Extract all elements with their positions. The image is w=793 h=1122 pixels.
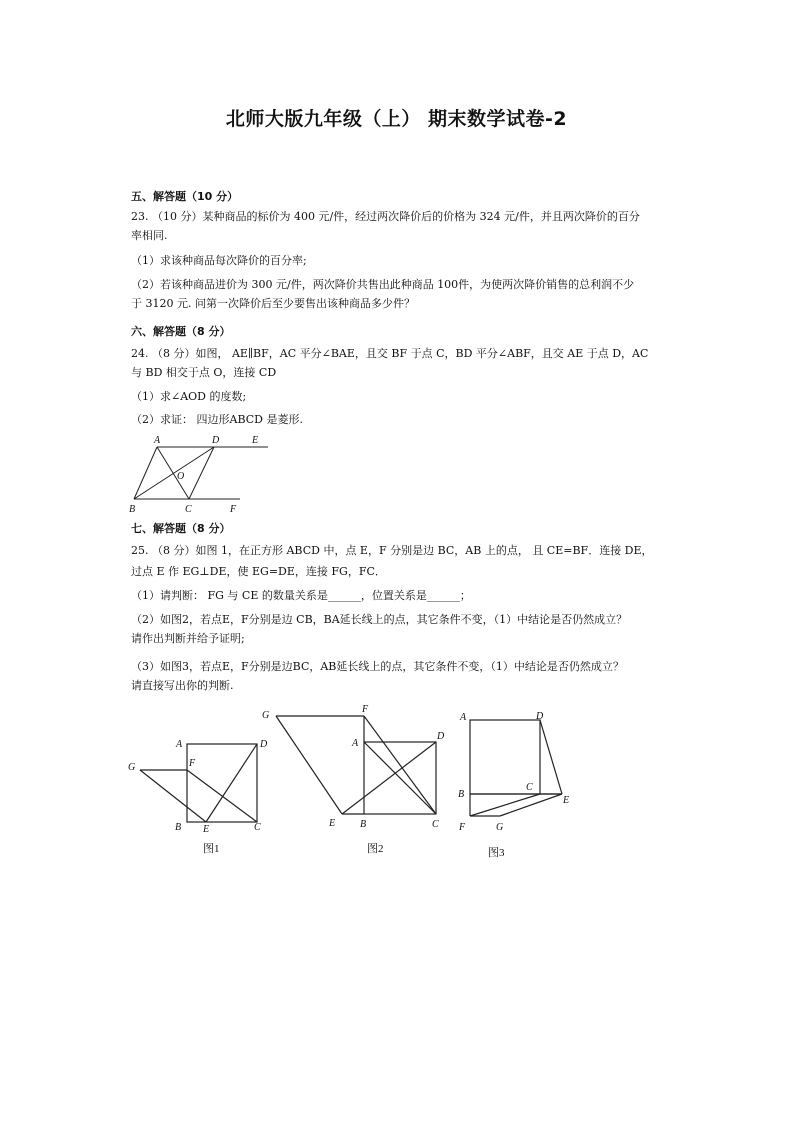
fig2-label-B: B	[360, 819, 367, 830]
fig1-label-B: B	[175, 822, 182, 833]
q25-part-3-line-1: （3）如图3，若点E，F分别是边BC，AB延长线上的点，其它条件不变，（1）中结论是否仍然成立？	[131, 660, 624, 673]
fig1-label-D: D	[260, 739, 268, 750]
fig1-label-C: C	[254, 822, 261, 833]
q25-line-1: 25. （8 分）如图 1，在正方形 ABCD 中，点 E，F 分别是边 BC，AB 上的点， 且 CE=BF．连接 DE，	[131, 544, 653, 557]
fig3-label-B: B	[458, 789, 465, 800]
q23-part-2-line-2: 于 3120 元. 问第一次降价后至少要售出该种商品多少件？	[131, 297, 415, 310]
q24-part-2: （2）求证： 四边形ABCD 是菱形.	[131, 413, 303, 426]
fig2-label-E: E	[329, 818, 336, 829]
fig3-label-G: G	[496, 822, 504, 833]
q25-part-2-line-1: （2）如图2，若点E，F分别是边 CB，BA延长线上的点，其它条件不变，（1）中结论是否仍然成立？	[131, 613, 628, 626]
q24-line-2: 与 BD 相交于点 O，连接 CD	[131, 366, 277, 379]
fig3-caption: 图3	[488, 847, 505, 859]
fig3-label-E: E	[563, 795, 570, 806]
fig1-label-A: A	[176, 739, 183, 750]
figure-3	[452, 704, 582, 864]
fig3-label-C: C	[526, 782, 533, 793]
label-B: B	[129, 504, 136, 515]
label-F: F	[230, 504, 237, 515]
label-C: C	[185, 504, 192, 515]
label-E: E	[252, 435, 259, 446]
fig2-label-F: F	[362, 704, 369, 715]
q23-part-2-line-1: （2）若该种商品进价为 300 元/件，两次降价共售出此种商品 100件，为使两次降价销售的总利润不少	[131, 278, 635, 291]
figure-2	[258, 700, 454, 860]
q24-line-1: 24. （8 分）如图， AE∥BF，AC 平分∠BAE，且交 BF 于点 C，BD 平分∠ABF，且交 AE 于点 D，AC	[131, 347, 649, 360]
fig1-label-G: G	[128, 762, 136, 773]
fig1-label-E: E	[203, 824, 210, 835]
fig2-label-A: A	[352, 738, 359, 749]
q24-part-1: （1）求∠AOD 的度数;	[131, 390, 247, 403]
fig1-label-F: F	[189, 758, 196, 769]
q25-part-3-line-2: 请直接写出你的判断.	[131, 679, 234, 692]
q23-line-2: 率相同.	[131, 229, 168, 242]
fig3-label-D: D	[536, 711, 544, 722]
q25-part-1: （1）请判断： FG 与 CE 的数量关系是______，位置关系是______；	[131, 589, 471, 602]
fig2-label-C: C	[432, 819, 439, 830]
fig2-caption: 图2	[367, 843, 384, 855]
section-6-heading: 六、解答题（8 分）	[131, 325, 231, 338]
q25-line-2: 过点 E 作 EG⊥DE，使 EG=DE，连接 FG，FC．	[131, 565, 386, 578]
label-D: D	[212, 435, 220, 446]
fig3-label-A: A	[460, 712, 467, 723]
exam-title: 北师大版九年级（上） 期末数学试卷-2	[225, 108, 568, 130]
q25-part-2-line-2: 请作出判断并给予证明;	[131, 632, 245, 645]
q23-part-1: （1）求该种商品每次降价的百分率;	[131, 254, 307, 267]
q23-line-1: 23. （10 分）某种商品的标价为 400 元/件，经过两次降价后的价格为 324 元/件，并且两次降价的百分	[131, 210, 640, 223]
figure-1	[124, 730, 274, 860]
section-5-heading: 五、解答题（10 分）	[131, 190, 239, 203]
fig2-label-G: G	[262, 710, 270, 721]
section-7-heading: 七、解答题（8 分）	[131, 522, 231, 535]
fig3-label-F: F	[459, 822, 466, 833]
figure-q24	[126, 432, 276, 516]
label-A: A	[154, 435, 161, 446]
fig1-caption: 图1	[203, 843, 220, 855]
fig2-label-D: D	[437, 731, 445, 742]
label-O: O	[177, 471, 185, 482]
